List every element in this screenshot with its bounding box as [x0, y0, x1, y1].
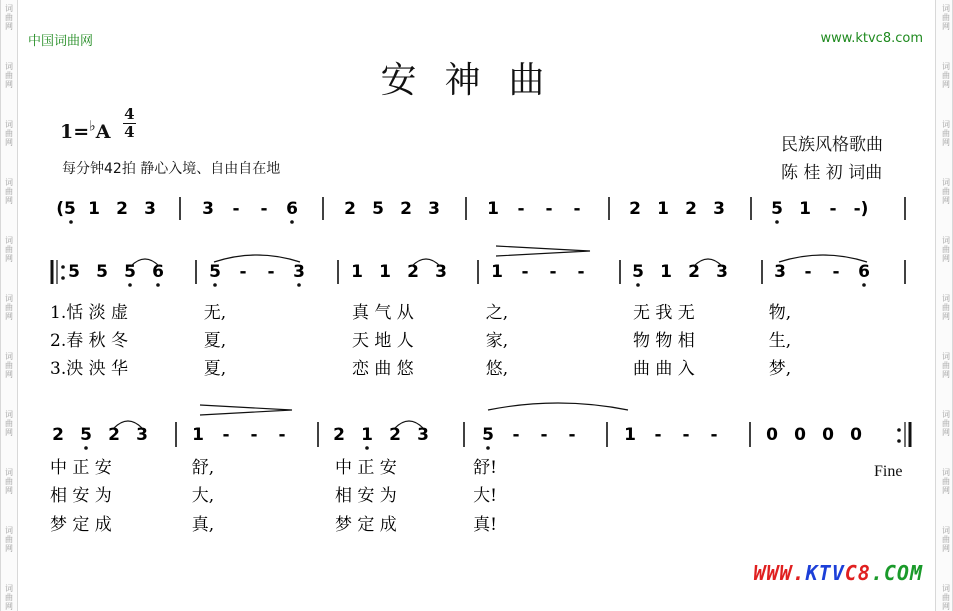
side-watermark-text: 词 曲 网	[5, 294, 13, 321]
side-watermark-text: 词 曲 网	[942, 526, 950, 553]
lyric-text: 相 安 为	[50, 486, 112, 506]
side-watermark-text: 词 曲 网	[942, 120, 950, 147]
side-watermark-text: 词 曲 网	[942, 4, 950, 31]
jianpu-note: 3	[202, 199, 214, 219]
song-title: 安神曲	[380, 60, 573, 101]
jianpu-note: 2	[108, 425, 120, 445]
jianpu-note: 3	[144, 199, 156, 219]
octave-dot	[862, 283, 866, 287]
lyric-text: 梦,	[768, 359, 792, 379]
jianpu-note: 3	[716, 262, 728, 282]
jianpu-note: 3	[136, 425, 148, 445]
jianpu-note: 5	[482, 425, 494, 445]
jianpu-note: 2	[52, 425, 64, 445]
jianpu-note: -	[267, 262, 275, 282]
jianpu-note: 1	[192, 425, 204, 445]
jianpu-note: -)	[853, 199, 869, 219]
jianpu-note: -	[682, 425, 690, 445]
side-watermark-text: 词 曲 网	[5, 4, 13, 31]
side-watermark-text: 词 曲 网	[5, 120, 13, 147]
diminuendo-hairpin	[200, 405, 292, 415]
lyric-text: 夏,	[203, 331, 227, 351]
jianpu-note: 3	[713, 199, 725, 219]
lyric-text: 曲 曲 入	[633, 359, 695, 379]
key-flat: ♭	[89, 118, 96, 135]
lyric-text: 物 物 相	[633, 331, 695, 351]
jianpu-note: 1	[379, 262, 391, 282]
octave-dot	[297, 283, 301, 287]
lyric-text: 真 气 从	[352, 303, 414, 323]
jianpu-note: -	[232, 199, 240, 219]
octave-dot	[365, 446, 369, 450]
octave-dot	[213, 283, 217, 287]
jianpu-note: 3	[293, 262, 305, 282]
side-watermark-text: 词 曲 网	[942, 178, 950, 205]
jianpu-note: -	[239, 262, 247, 282]
jianpu-note: -	[710, 425, 718, 445]
key-note: A	[95, 121, 111, 143]
jianpu-note: 2	[407, 262, 419, 282]
jianpu-note: -	[573, 199, 581, 219]
side-watermark-text: 词 曲 网	[942, 468, 950, 495]
jianpu-note: 2	[400, 199, 412, 219]
jianpu-note: 5	[771, 199, 783, 219]
octave-dot	[128, 283, 132, 287]
side-watermark-text: 词 曲 网	[942, 410, 950, 437]
side-watermark-text: 词 曲 网	[942, 584, 950, 611]
jianpu-note: 6	[858, 262, 870, 282]
lyric-text: 悠,	[485, 359, 509, 379]
side-watermark-text: 词 曲 网	[942, 62, 950, 89]
octave-dot	[156, 283, 160, 287]
lyric-text: 之,	[485, 303, 509, 323]
jianpu-note: 3	[428, 199, 440, 219]
jianpu-note: 5	[124, 262, 136, 282]
tie-arc	[214, 255, 300, 262]
jianpu-note: -	[654, 425, 662, 445]
lyric-text: 夏,	[203, 359, 227, 379]
side-watermark-text: 词 曲 网	[942, 352, 950, 379]
jianpu-note: 1	[660, 262, 672, 282]
side-watermark-text: 词 曲 网	[942, 236, 950, 263]
logo-part-ktv: KTV	[805, 561, 845, 585]
lyric-text: 大,	[191, 486, 215, 506]
side-watermark-text: 词 曲 网	[5, 584, 13, 611]
key-prefix: 1=	[60, 121, 90, 143]
jianpu-note: -	[260, 199, 268, 219]
octave-dot	[636, 283, 640, 287]
lyric-text: 无,	[203, 303, 227, 323]
side-watermark-text: 词 曲 网	[942, 294, 950, 321]
jianpu-note: 0	[822, 425, 834, 445]
jianpu-note: 0	[766, 425, 778, 445]
jianpu-note: 3	[774, 262, 786, 282]
song-style: 民族风格歌曲	[781, 135, 883, 155]
tempo-marking: 每分钟42拍 静心入境、自由自在地	[62, 161, 281, 177]
jianpu-note: -	[512, 425, 520, 445]
jianpu-note: 1	[624, 425, 636, 445]
jianpu-note: -	[250, 425, 258, 445]
lyric-text: 1.恬 淡 虚	[50, 303, 129, 323]
jianpu-note: 1	[88, 199, 100, 219]
lyric-text: 中 正 安	[50, 458, 112, 478]
lyric-text: 相 安 为	[335, 486, 397, 506]
time-top: 4	[124, 105, 135, 123]
lyric-text: 梦 定 成	[50, 515, 112, 535]
jianpu-note: 2	[116, 199, 128, 219]
octave-dot	[290, 220, 294, 224]
jianpu-note: 5	[209, 262, 221, 282]
jianpu-note: -	[222, 425, 230, 445]
logo-part-com: .COM	[870, 561, 923, 585]
jianpu-note: 5	[372, 199, 384, 219]
lyric-text: 大!	[473, 486, 497, 506]
lyric-text: 天 地 人	[352, 331, 414, 351]
lyric-text: 真!	[473, 515, 497, 535]
tie-arc	[488, 403, 628, 410]
jianpu-note: 5	[68, 262, 80, 282]
side-watermark-text: 词 曲 网	[5, 62, 13, 89]
jianpu-note: 1	[487, 199, 499, 219]
lyric-text: 无 我 无	[633, 303, 695, 323]
lyric-text: 家,	[485, 331, 509, 351]
jianpu-note: -	[521, 262, 529, 282]
jianpu-note: 0	[850, 425, 862, 445]
jianpu-note: 3	[435, 262, 447, 282]
repeat-dot	[61, 276, 65, 280]
jianpu-note: (5	[56, 199, 76, 219]
jianpu-note: 3	[417, 425, 429, 445]
lyric-text: 生,	[768, 331, 792, 351]
jianpu-note: -	[804, 262, 812, 282]
jianpu-note: 2	[389, 425, 401, 445]
jianpu-note: -	[540, 425, 548, 445]
lyric-text: 真,	[191, 515, 215, 535]
side-watermark-text: 词 曲 网	[5, 352, 13, 379]
lyric-text: 舒,	[191, 458, 215, 478]
site-logo-watermark	[753, 561, 923, 585]
logo-part-www: WWW.	[753, 561, 806, 585]
lyric-text: 舒!	[473, 458, 497, 478]
song-author: 陈 桂 初 词曲	[781, 163, 883, 183]
jianpu-note: 5	[96, 262, 108, 282]
lyric-text: 物,	[768, 303, 792, 323]
lyric-text: 恋 曲 悠	[352, 359, 414, 379]
tie-arc	[779, 255, 867, 262]
jianpu-note: 2	[333, 425, 345, 445]
jianpu-note: 1	[799, 199, 811, 219]
jianpu-note: -	[829, 199, 837, 219]
fine-marking: Fine	[874, 463, 903, 480]
lyric-text: 中 正 安	[335, 458, 397, 478]
octave-dot	[69, 220, 73, 224]
side-watermark-text: 词 曲 网	[5, 410, 13, 437]
site-url-right: www.ktvc8.com	[820, 31, 923, 46]
jianpu-note: -	[545, 199, 553, 219]
jianpu-note: 0	[794, 425, 806, 445]
jianpu-note: -	[568, 425, 576, 445]
jianpu-note: 1	[361, 425, 373, 445]
repeat-dot	[897, 439, 901, 443]
lyric-text: 3.泱 泱 华	[50, 359, 129, 379]
time-bottom: 4	[124, 123, 135, 141]
repeat-dot	[897, 428, 901, 432]
site-name-left: 中国词曲网	[28, 34, 94, 49]
jianpu-note: 6	[286, 199, 298, 219]
jianpu-note: -	[517, 199, 525, 219]
side-watermark-text: 词 曲 网	[5, 178, 13, 205]
jianpu-note: -	[577, 262, 585, 282]
jianpu-note: -	[549, 262, 557, 282]
side-watermark-text: 词 曲 网	[5, 468, 13, 495]
jianpu-note: 5	[632, 262, 644, 282]
lyric-text: 2.春 秋 冬	[50, 331, 129, 351]
jianpu-note: -	[832, 262, 840, 282]
jianpu-note: 5	[80, 425, 92, 445]
jianpu-note: -	[278, 425, 286, 445]
octave-dot	[775, 220, 779, 224]
jianpu-note: 6	[152, 262, 164, 282]
jianpu-note: 2	[685, 199, 697, 219]
jianpu-note: 2	[688, 262, 700, 282]
jianpu-note: 1	[657, 199, 669, 219]
jianpu-note: 1	[351, 262, 363, 282]
logo-part-c8: C8	[844, 561, 871, 585]
jianpu-note: 1	[491, 262, 503, 282]
jianpu-note: 2	[344, 199, 356, 219]
diminuendo-hairpin	[496, 246, 590, 256]
octave-dot	[84, 446, 88, 450]
side-watermark-text: 词 曲 网	[5, 526, 13, 553]
octave-dot	[486, 446, 490, 450]
repeat-dot	[61, 265, 65, 269]
jianpu-note: 2	[629, 199, 641, 219]
side-watermark-text: 词 曲 网	[5, 236, 13, 263]
lyric-text: 梦 定 成	[335, 515, 397, 535]
